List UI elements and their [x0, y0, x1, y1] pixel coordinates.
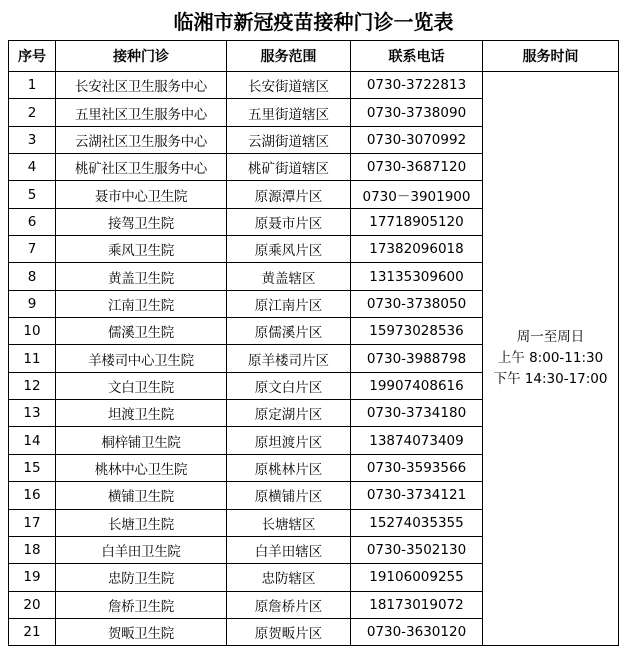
clinic-name: 乘风卫生院: [56, 236, 227, 263]
header-service-time: 服务时间: [483, 41, 619, 72]
row-number: 21: [9, 618, 56, 645]
phone-number: 0730-3734121: [351, 482, 483, 509]
phone-number: 0730-3070992: [351, 126, 483, 153]
row-number: 10: [9, 318, 56, 345]
row-number: 9: [9, 290, 56, 317]
service-area: 原坦渡片区: [227, 427, 351, 454]
clinic-name: 桃林中心卫生院: [56, 454, 227, 481]
phone-number: 0730-3722813: [351, 72, 483, 99]
service-time-line: 周一至周日: [516, 329, 585, 346]
row-number: 8: [9, 263, 56, 290]
clinic-name: 五里社区卫生服务中心: [56, 99, 227, 126]
clinic-name: 黄盖卫生院: [56, 263, 227, 290]
clinic-name: 忠防卫生院: [56, 564, 227, 591]
header-area: 服务范围: [227, 41, 351, 72]
header-clinic: 接种门诊: [56, 41, 227, 72]
service-area: 原羊楼司片区: [227, 345, 351, 372]
clinic-name: 桐梓铺卫生院: [56, 427, 227, 454]
row-number: 17: [9, 509, 56, 536]
table-header-row: [9, 41, 619, 72]
phone-number: 0730-3687120: [351, 154, 483, 181]
clinic-name: 贺畈卫生院: [56, 618, 227, 645]
service-area: 五里街道辖区: [227, 99, 351, 126]
row-number: 15: [9, 454, 56, 481]
clinic-name: 白羊田卫生院: [56, 536, 227, 563]
phone-number: 0730-3738090: [351, 99, 483, 126]
clinic-name: 聂市中心卫生院: [56, 181, 227, 208]
clinic-name: 云湖社区卫生服务中心: [56, 126, 227, 153]
clinic-name: 长塘卫生院: [56, 509, 227, 536]
service-time-line: 下午 14:30-17:00: [493, 371, 608, 388]
service-area: 云湖街道辖区: [227, 126, 351, 153]
service-area: 桃矿街道辖区: [227, 154, 351, 181]
service-area: 长安街道辖区: [227, 72, 351, 99]
service-area: 原源潭片区: [227, 181, 351, 208]
service-area: 原詹桥片区: [227, 591, 351, 618]
table-row: [9, 72, 619, 99]
clinic-table: [8, 40, 619, 646]
clinic-name: 接驾卫生院: [56, 208, 227, 235]
service-area: 忠防辖区: [227, 564, 351, 591]
phone-number: 13874073409: [351, 427, 483, 454]
document-title: 临湘市新冠疫苗接种门诊一览表: [173, 9, 454, 34]
row-number: 16: [9, 482, 56, 509]
row-number: 14: [9, 427, 56, 454]
clinic-name: 横铺卫生院: [56, 482, 227, 509]
service-area: 白羊田辖区: [227, 536, 351, 563]
service-area: 长塘辖区: [227, 509, 351, 536]
row-number: 1: [9, 72, 56, 99]
phone-number: 17382096018: [351, 236, 483, 263]
phone-number: 0730-3593566: [351, 454, 483, 481]
clinic-name: 儒溪卫生院: [56, 318, 227, 345]
phone-number: 19106009255: [351, 564, 483, 591]
row-number: 2: [9, 99, 56, 126]
service-time-line: 上午 8:00-11:30: [497, 350, 604, 367]
phone-number: 15973028536: [351, 318, 483, 345]
phone-number: 0730-3738050: [351, 290, 483, 317]
service-area: 原桃林片区: [227, 454, 351, 481]
phone-number: 0730-3630120: [351, 618, 483, 645]
service-time-cell: [483, 72, 619, 646]
phone-number: 0730-3988798: [351, 345, 483, 372]
service-area: 原聂市片区: [227, 208, 351, 235]
clinic-name: 坦渡卫生院: [56, 400, 227, 427]
phone-number: 0730－3901900: [351, 181, 483, 208]
clinic-name: 詹桥卫生院: [56, 591, 227, 618]
clinic-name: 江南卫生院: [56, 290, 227, 317]
phone-number: 17718905120: [351, 208, 483, 235]
table-body: [9, 72, 619, 646]
service-area: 原横铺片区: [227, 482, 351, 509]
row-number: 18: [9, 536, 56, 563]
service-area: 原定湖片区: [227, 400, 351, 427]
phone-number: 0730-3502130: [351, 536, 483, 563]
row-number: 13: [9, 400, 56, 427]
header-phone: 联系电话: [351, 41, 483, 72]
header-no: 序号: [9, 41, 56, 72]
phone-number: 0730-3734180: [351, 400, 483, 427]
row-number: 20: [9, 591, 56, 618]
clinic-name: 桃矿社区卫生服务中心: [56, 154, 227, 181]
phone-number: 13135309600: [351, 263, 483, 290]
row-number: 7: [9, 236, 56, 263]
clinic-name: 羊楼司中心卫生院: [56, 345, 227, 372]
row-number: 11: [9, 345, 56, 372]
row-number: 6: [9, 208, 56, 235]
row-number: 4: [9, 154, 56, 181]
row-number: 19: [9, 564, 56, 591]
phone-number: 15274035355: [351, 509, 483, 536]
clinic-name: 文白卫生院: [56, 372, 227, 399]
row-number: 12: [9, 372, 56, 399]
service-area: 原乘风片区: [227, 236, 351, 263]
row-number: 3: [9, 126, 56, 153]
service-area: 原贺畈片区: [227, 618, 351, 645]
service-area: 原文白片区: [227, 372, 351, 399]
clinic-name: 长安社区卫生服务中心: [56, 72, 227, 99]
row-number: 5: [9, 181, 56, 208]
phone-number: 18173019072: [351, 591, 483, 618]
service-area: 原江南片区: [227, 290, 351, 317]
service-area: 黄盖辖区: [227, 263, 351, 290]
service-area: 原儒溪片区: [227, 318, 351, 345]
phone-number: 19907408616: [351, 372, 483, 399]
